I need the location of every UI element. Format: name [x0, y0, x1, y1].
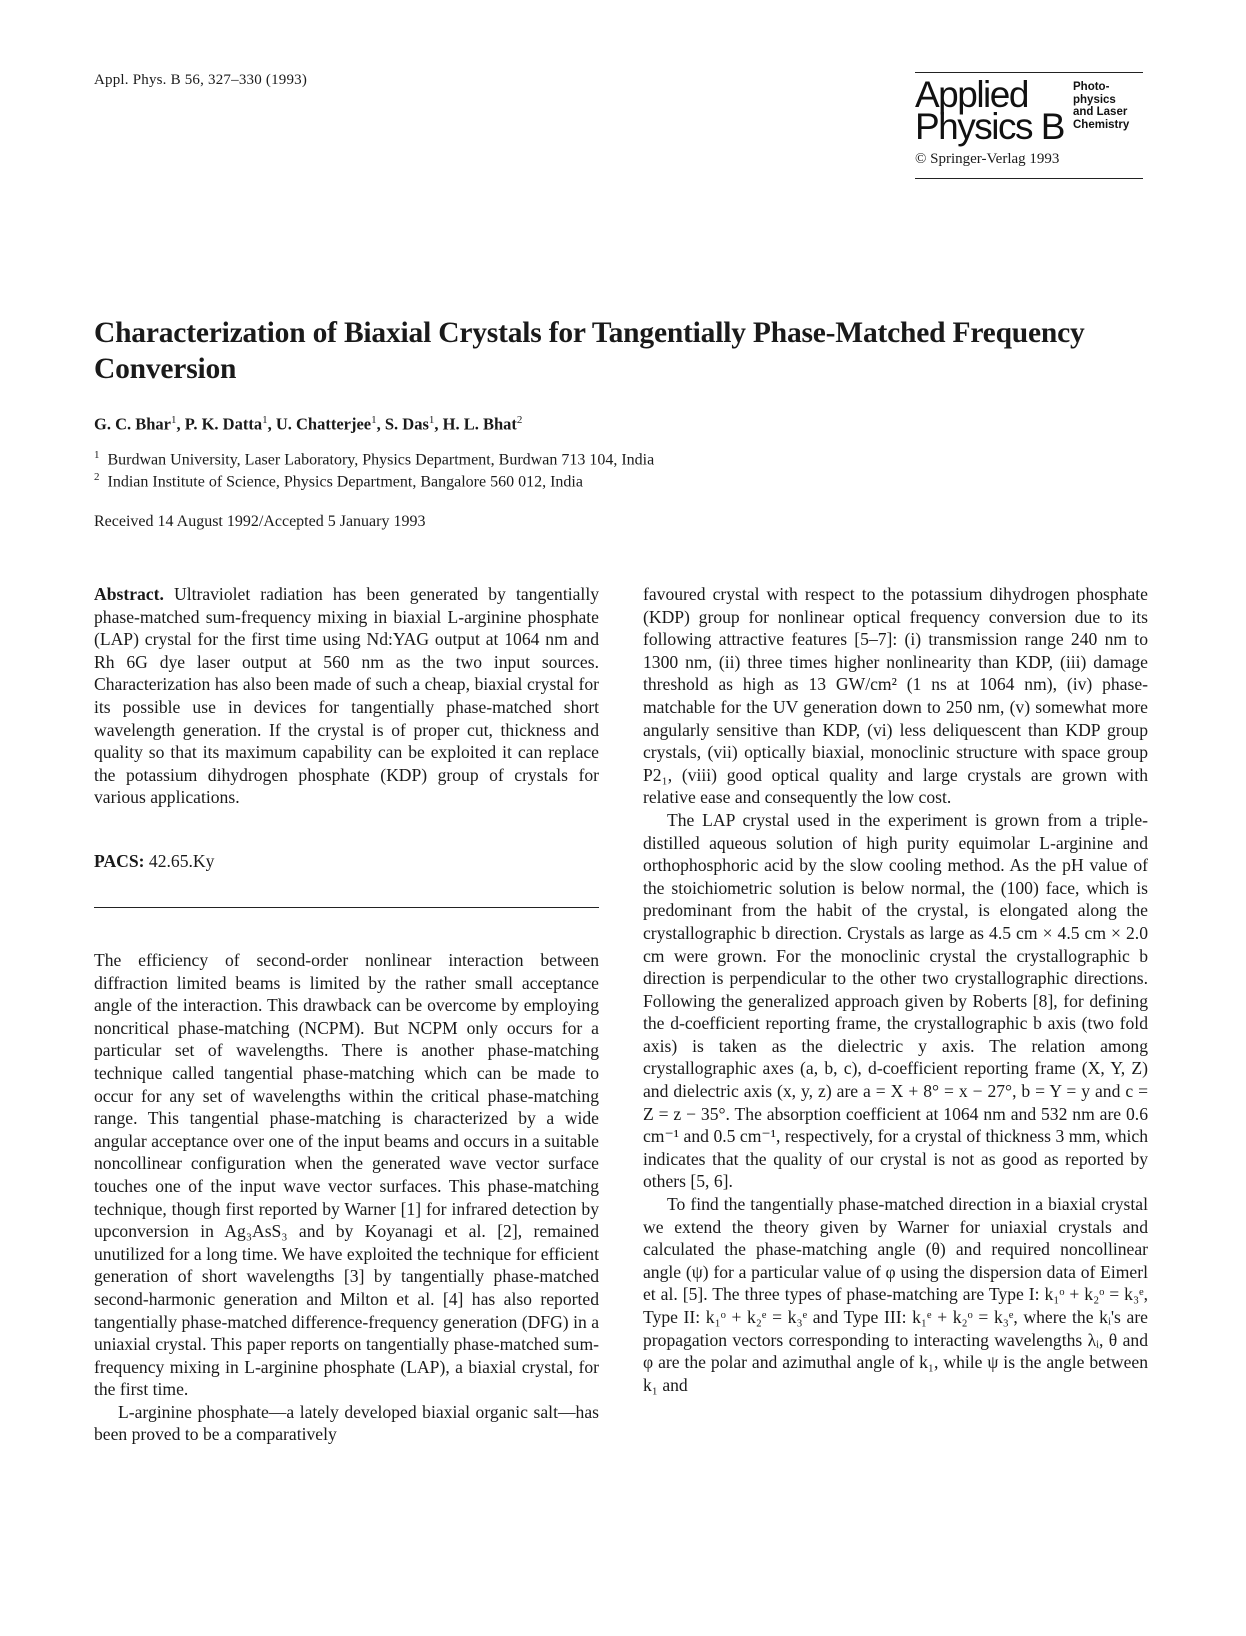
- article-title: Characterization of Biaxial Crystals for Tangentially Phase-Matched Frequency Conversion: [94, 317, 1085, 385]
- paragraph: L-arginine phosphate—a lately developed biaxial organic salt—has been proved to be a comparatively: [94, 1401, 599, 1445]
- author: H. L. Bhat: [442, 414, 517, 434]
- abstract: [94, 583, 599, 809]
- author: P. K. Datta: [184, 414, 263, 434]
- body-text-left: [94, 949, 599, 1446]
- body-text-right: [643, 583, 1148, 1396]
- paragraph: The efficiency of second-order nonlinear interaction between diffraction limited beams is limited by the rather small acceptance angle of the interaction. This drawback can be overcome by employing noncritical phase-matching (NCPM). But NCPM only occurs for a particular set of wavelengths. There is another phase-matching technique called tangential phase-matching which can be made to occur for any set of wavelengths within the critical phase-matching range. This tangential phase-matching is characterized by a wide angular acceptance over one of the input beams and occurs in a suitable noncollinear configuration when the generated wave vector surface touches one of the input wave vector surfaces. This phase-matching technique, though first reported by Warner [1] for infrared detection by upconversion in Ag₃AsS₃ and by Koyanagi et al. [2], remained unutilized for a long time. We have exploited the technique for efficient generation of short wavelengths [3] by tangentially phase-matched second-harmonic generation and Milton et al. [4] has also reported tangentially phase-matched difference-frequency generation (DFG) in a uniaxial crystal. This paper reports on tangentially phase-matched sum-frequency mixing in L-arginine phosphate (LAP), a biaxial crystal, for the first time.: [94, 950, 599, 1400]
- affiliation: $^1$ Burdwan University, Laser Laboratory, Physics Department, Burdwan 713 104, India: [94, 449, 655, 469]
- author-list: G. C. Bhar$^1$, P. K. Datta$^1$, U. Chatterjee$^1$, S. Das$^1$, H. L. Bhat$^2$: [94, 414, 523, 434]
- paragraph: The LAP crystal used in the experiment is grown from a triple-distilled aqueous solution of high purity equimolar L-arginine and orthophosphoric acid by the slow cooling method. As the pH value of the stoichiometric solution is below normal, the (100) face, which is predominant from the habit of the crystal, is elongated along the crystallographic b direction. Crystals as large as 4.5 cm × 4.5 cm × 2.0 cm were grown. For the monoclinic crystal the crystallographic b direction is perpendicular to the other two crystallographic directions. Following the generalized approach given by Roberts [8], for defining the d-coefficient reporting frame, the crystallographic b axis (two fold axis) is taken as the dielectric y axis. The relation among crystallographic axes (a, b, c), d-coefficient reporting frame (X, Y, Z) and dielectric axis (x, y, z) are a = X + 8° = x − 27°, b = Y = y and c = Z = z − 35°. The absorption coefficient at 1064 nm and 532 nm are 0.6 cm⁻¹ and 0.5 cm⁻¹, respectively, for a crystal of thickness 3 mm, which indicates that the quality of our crystal is not as good as reported by others [5, 6].: [643, 809, 1148, 1192]
- journal-logo: [915, 73, 1143, 147]
- author: G. C. Bhar: [94, 414, 172, 434]
- abstract-label: Abstract.: [94, 584, 164, 604]
- author: S. Das: [384, 414, 429, 434]
- affiliation: $^2$ Indian Institute of Science, Physics Department, Bangalore 560 012, India: [94, 471, 583, 491]
- journal-logo-text: Applied Physics B: [915, 74, 1064, 147]
- pacs-code: PACS: 42.65.Ky: [94, 851, 215, 871]
- journal-subtitle: Photo- physics and Laser Chemistry: [1073, 81, 1130, 131]
- abstract-text: Ultraviolet radiation has been generated by tangentially phase-matched sum-frequency mixing in biaxial L-arginine phosphate (LAP) crystal for the first time using Nd:YAG output at 1064 nm and Rh 6G dye laser output at 560 nm as the two input sources. Characterization has also been made of such a cheap, biaxial crystal for its possible use in devices for tangentially phase-matched short wavelength generation. If the crystal is of proper cut, thickness and quality so that its maximum capability can be exploited it can replace the potassium dihydrogen phosphate (KDP) group of crystals for various applications.: [94, 584, 600, 808]
- received-date: Received 14 August 1992/Accepted 5 January 1993: [94, 513, 426, 530]
- journal-masthead: [915, 72, 1143, 179]
- copyright-notice: © Springer-Verlag 1993: [915, 151, 1143, 179]
- paragraph: To find the tangentially phase-matched direction in a biaxial crystal we extend the theory given by Warner for uniaxial crystals and calculated the phase-matching angle (θ) and required noncollinear angle (ψ) for a particular value of φ using the dispersion data of Eimerl et al. [5]. The three types of phase-matching are Type I: k₁ᵒ + k₂ᵒ = k₃ᵉ, Type II: k₁ᵒ + k₂ᵉ = k₃ᵉ and Type III: k₁ᵉ + k₂ᵒ = k₃ᵉ, where the kᵢ's are propagation vectors corresponding to interacting wavelengths λᵢ, θ and φ are the polar and azimuthal angle of k₁, while ψ is the angle between k₁ and: [643, 1194, 1148, 1395]
- author: U. Chatterjee: [275, 414, 372, 434]
- paragraph: favoured crystal with respect to the potassium dihydrogen phosphate (KDP) group for nonlinear optical frequency conversion due to its following attractive features [5–7]: (i) transmission range 240 nm to 1300 nm, (ii) three times higher nonlinearity than KDP, (iii) damage threshold as high as 13 GW/cm² (1 ns at 1064 nm), (iv) phase-matchable for the UV generation down to 250 nm, (v) somewhat more angularly sensitive than KDP, (vi) less deliquescent than KDP group crystals, (vii) optically biaxial, monoclinic structure with space group P2₁, (viii) good optical quality and large crystals are grown with relative ease and consequently the low cost.: [643, 584, 1148, 808]
- journal-citation: Appl. Phys. B 56, 327–330 (1993): [94, 72, 308, 88]
- section-divider: [94, 907, 599, 908]
